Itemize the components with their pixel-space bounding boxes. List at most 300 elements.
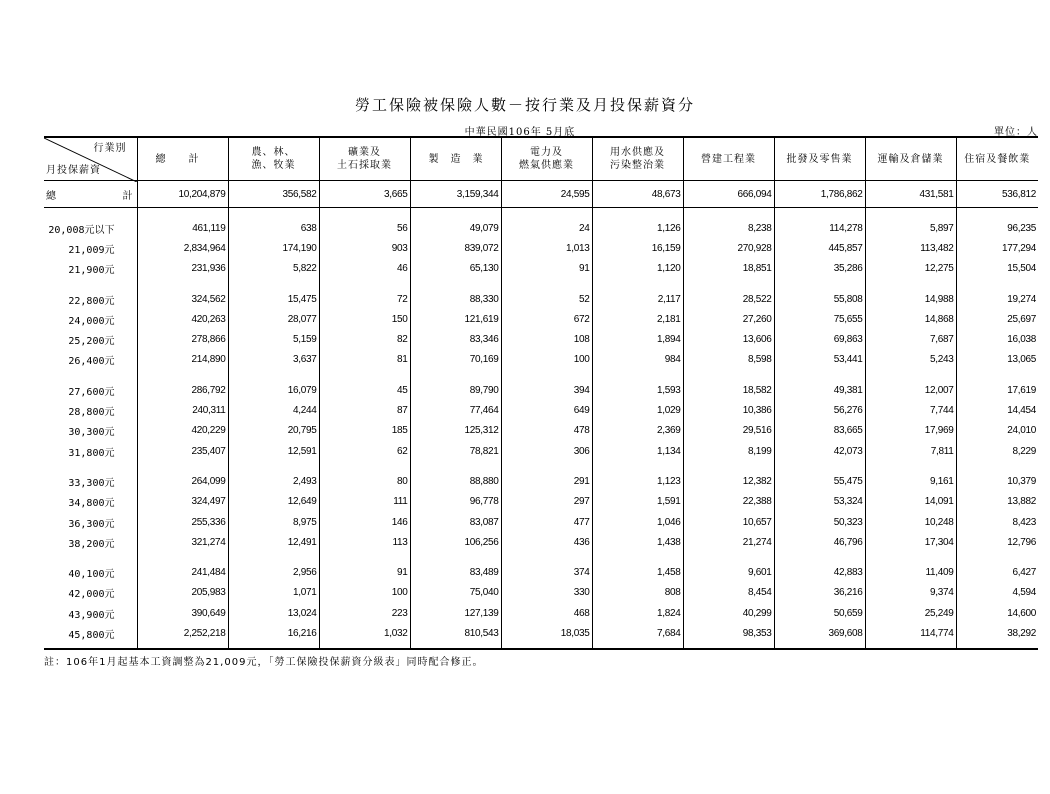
table-cell: 4,594 bbox=[956, 583, 1038, 603]
total-cell: 1,786,862 bbox=[774, 181, 865, 208]
table-cell: 106,256 bbox=[410, 532, 501, 552]
total-cell: 10,204,879 bbox=[137, 181, 228, 208]
spacer-cell bbox=[501, 461, 592, 471]
column-header-line: 用水供應及 bbox=[610, 147, 665, 158]
table-cell: 150 bbox=[319, 309, 410, 329]
table-cell: 18,035 bbox=[501, 623, 592, 643]
total-cell: 536,812 bbox=[956, 181, 1038, 208]
column-header-line: 營建工程業 bbox=[701, 153, 756, 165]
table-cell: 96,778 bbox=[410, 492, 501, 512]
table-cell: 75,655 bbox=[774, 309, 865, 329]
table-cell: 12,796 bbox=[956, 532, 1038, 552]
table-cell: 649 bbox=[501, 400, 592, 420]
header-row bbox=[44, 137, 1038, 181]
spacer-cell bbox=[865, 370, 956, 380]
table-cell: 5,159 bbox=[228, 329, 319, 349]
spacer-cell bbox=[865, 208, 956, 219]
table-cell: 324,497 bbox=[137, 492, 228, 512]
spacer-cell bbox=[44, 461, 137, 471]
wage-bracket-label: 20,008元以下 bbox=[48, 224, 115, 236]
column-header bbox=[774, 137, 865, 181]
spacer-cell bbox=[410, 461, 501, 471]
column-header bbox=[137, 137, 228, 181]
table-cell: 46 bbox=[319, 259, 410, 279]
table-cell: 27,260 bbox=[683, 309, 774, 329]
wage-axis-label: 月投保薪資 bbox=[46, 165, 101, 176]
wage-bracket-label: 40,100元 bbox=[68, 569, 115, 581]
table-cell: 2,181 bbox=[592, 309, 683, 329]
spacer-cell bbox=[137, 461, 228, 471]
table-row bbox=[44, 259, 1038, 279]
wage-bracket-label: 28,800元 bbox=[68, 407, 115, 419]
group-spacer bbox=[44, 461, 1038, 471]
table-cell: 52 bbox=[501, 289, 592, 309]
table-cell: 478 bbox=[501, 421, 592, 441]
table-cell: 374 bbox=[501, 562, 592, 582]
table-cell: 25,249 bbox=[865, 603, 956, 623]
table-cell: 21,274 bbox=[683, 532, 774, 552]
table-cell: 1,126 bbox=[592, 218, 683, 238]
table-cell: 12,491 bbox=[228, 532, 319, 552]
table-cell: 82 bbox=[319, 329, 410, 349]
table-cell: 81 bbox=[319, 350, 410, 370]
column-header-line: 漁、牧業 bbox=[251, 160, 296, 171]
table-cell: 10,379 bbox=[956, 471, 1038, 491]
column-header bbox=[592, 137, 683, 181]
table-cell: 1,134 bbox=[592, 441, 683, 461]
column-header bbox=[865, 137, 956, 181]
table-cell: 111 bbox=[319, 492, 410, 512]
table-cell: 306 bbox=[501, 441, 592, 461]
spacer-cell bbox=[44, 644, 137, 649]
table-cell: 24,010 bbox=[956, 421, 1038, 441]
table-cell: 420,263 bbox=[137, 309, 228, 329]
table-cell: 14,600 bbox=[956, 603, 1038, 623]
column-header bbox=[410, 137, 501, 181]
table-cell: 53,324 bbox=[774, 492, 865, 512]
spacer-cell bbox=[956, 461, 1038, 471]
table-cell: 16,038 bbox=[956, 329, 1038, 349]
table-cell: 46,796 bbox=[774, 532, 865, 552]
table-cell: 25,697 bbox=[956, 309, 1038, 329]
spacer-cell bbox=[228, 552, 319, 562]
spacer-cell bbox=[319, 370, 410, 380]
table-cell: 16,079 bbox=[228, 380, 319, 400]
table-cell: 1,013 bbox=[501, 238, 592, 258]
table-cell: 264,099 bbox=[137, 471, 228, 491]
spacer-cell bbox=[592, 461, 683, 471]
spacer-cell bbox=[319, 461, 410, 471]
total-cell: 666,094 bbox=[683, 181, 774, 208]
table-cell: 8,598 bbox=[683, 350, 774, 370]
table-cell: 1,824 bbox=[592, 603, 683, 623]
table-cell: 177,294 bbox=[956, 238, 1038, 258]
table-cell: 45 bbox=[319, 380, 410, 400]
spacer-cell bbox=[319, 644, 410, 649]
table-cell: 12,007 bbox=[865, 380, 956, 400]
spacer-cell bbox=[865, 644, 956, 649]
column-header-line: 污染整治業 bbox=[610, 160, 665, 171]
spacer-cell bbox=[592, 552, 683, 562]
column-header bbox=[319, 137, 410, 181]
wage-bracket-label: 26,400元 bbox=[68, 356, 115, 368]
table-cell: 3,637 bbox=[228, 350, 319, 370]
table-cell: 2,117 bbox=[592, 289, 683, 309]
wage-bracket-label: 22,800元 bbox=[68, 295, 115, 307]
spacer-cell bbox=[137, 279, 228, 289]
spacer-cell bbox=[501, 208, 592, 219]
group-spacer bbox=[44, 644, 1038, 649]
group-spacer bbox=[44, 279, 1038, 289]
unit-label: 單位：人 bbox=[994, 127, 1038, 138]
table-cell: 24 bbox=[501, 218, 592, 238]
spacer-cell bbox=[592, 370, 683, 380]
table-cell: 808 bbox=[592, 583, 683, 603]
table-cell: 80 bbox=[319, 471, 410, 491]
total-cell: 431,581 bbox=[865, 181, 956, 208]
wage-bracket-label: 27,600元 bbox=[68, 386, 115, 398]
table-row bbox=[44, 380, 1038, 400]
spacer-cell bbox=[319, 279, 410, 289]
table-cell: 5,822 bbox=[228, 259, 319, 279]
table-cell: 14,988 bbox=[865, 289, 956, 309]
table-cell: 214,890 bbox=[137, 350, 228, 370]
table-cell: 17,619 bbox=[956, 380, 1038, 400]
spacer-cell bbox=[228, 279, 319, 289]
table-cell: 127,139 bbox=[410, 603, 501, 623]
table-cell: 87 bbox=[319, 400, 410, 420]
total-label-right: 計 bbox=[122, 190, 133, 202]
table-cell: 125,312 bbox=[410, 421, 501, 441]
table-row bbox=[44, 441, 1038, 461]
table-cell: 56,276 bbox=[774, 400, 865, 420]
table-cell: 12,649 bbox=[228, 492, 319, 512]
table-cell: 15,475 bbox=[228, 289, 319, 309]
table-cell: 22,388 bbox=[683, 492, 774, 512]
table-cell: 11,409 bbox=[865, 562, 956, 582]
spacer-cell bbox=[683, 644, 774, 649]
table-cell: 65,130 bbox=[410, 259, 501, 279]
table-cell: 1,894 bbox=[592, 329, 683, 349]
spacer-cell bbox=[592, 279, 683, 289]
wage-bracket-label: 31,800元 bbox=[68, 447, 115, 459]
table-row bbox=[44, 289, 1038, 309]
table-cell: 114,278 bbox=[774, 218, 865, 238]
industry-axis-label: 行業別 bbox=[93, 143, 127, 154]
spacer-cell bbox=[410, 552, 501, 562]
column-header-line: 農、林、 bbox=[251, 147, 296, 158]
total-row bbox=[44, 181, 1038, 208]
table-cell: 7,684 bbox=[592, 623, 683, 643]
wage-bracket-label: 36,300元 bbox=[68, 518, 115, 530]
table-row bbox=[44, 512, 1038, 532]
spacer-cell bbox=[865, 552, 956, 562]
table-cell: 50,659 bbox=[774, 603, 865, 623]
group-spacer bbox=[44, 370, 1038, 380]
spacer-cell bbox=[956, 552, 1038, 562]
wage-bracket-label: 21,009元 bbox=[68, 244, 115, 256]
table-cell: 13,882 bbox=[956, 492, 1038, 512]
spacer-cell bbox=[774, 552, 865, 562]
report-date: 中華民國106年 5月底 bbox=[464, 127, 576, 138]
table-cell: 78,821 bbox=[410, 441, 501, 461]
table-cell: 17,969 bbox=[865, 421, 956, 441]
spacer-cell bbox=[683, 461, 774, 471]
table-cell: 390,649 bbox=[137, 603, 228, 623]
spacer-cell bbox=[137, 552, 228, 562]
table-cell: 321,274 bbox=[137, 532, 228, 552]
total-cell: 3,159,344 bbox=[410, 181, 501, 208]
total-cell: 24,595 bbox=[501, 181, 592, 208]
table-cell: 96,235 bbox=[956, 218, 1038, 238]
table-row bbox=[44, 400, 1038, 420]
spacer-cell bbox=[774, 279, 865, 289]
table-cell: 12,382 bbox=[683, 471, 774, 491]
table-cell: 205,983 bbox=[137, 583, 228, 603]
group-spacer bbox=[44, 552, 1038, 562]
table-cell: 394 bbox=[501, 380, 592, 400]
table-row bbox=[44, 623, 1038, 643]
table-cell: 1,032 bbox=[319, 623, 410, 643]
table-cell: 20,795 bbox=[228, 421, 319, 441]
table-cell: 83,489 bbox=[410, 562, 501, 582]
table-cell: 36,216 bbox=[774, 583, 865, 603]
table-row bbox=[44, 218, 1038, 238]
table-cell: 5,897 bbox=[865, 218, 956, 238]
table-cell: 13,606 bbox=[683, 329, 774, 349]
table-cell: 19,274 bbox=[956, 289, 1038, 309]
table-cell: 75,040 bbox=[410, 583, 501, 603]
spacer-cell bbox=[228, 208, 319, 219]
total-label-left: 總 bbox=[46, 190, 56, 202]
table-cell: 12,275 bbox=[865, 259, 956, 279]
table-cell: 468 bbox=[501, 603, 592, 623]
corner-header bbox=[44, 137, 137, 181]
spacer-cell bbox=[592, 644, 683, 649]
column-header-line: 運輸及倉儲業 bbox=[877, 153, 944, 165]
table-cell: 5,243 bbox=[865, 350, 956, 370]
total-cell: 356,582 bbox=[228, 181, 319, 208]
table-cell: 1,120 bbox=[592, 259, 683, 279]
table-cell: 9,374 bbox=[865, 583, 956, 603]
table-row bbox=[44, 350, 1038, 370]
wage-bracket-label: 43,900元 bbox=[68, 609, 115, 621]
table-cell: 100 bbox=[501, 350, 592, 370]
table-cell: 14,091 bbox=[865, 492, 956, 512]
table-cell: 40,299 bbox=[683, 603, 774, 623]
table-cell: 121,619 bbox=[410, 309, 501, 329]
spacer-cell bbox=[501, 370, 592, 380]
spacer-cell bbox=[501, 552, 592, 562]
table-row bbox=[44, 471, 1038, 491]
group-spacer bbox=[44, 208, 1038, 219]
table-cell: 330 bbox=[501, 583, 592, 603]
table-cell: 69,863 bbox=[774, 329, 865, 349]
table-cell: 445,857 bbox=[774, 238, 865, 258]
spacer-cell bbox=[592, 208, 683, 219]
table-cell: 42,883 bbox=[774, 562, 865, 582]
table-cell: 9,601 bbox=[683, 562, 774, 582]
table-cell: 270,928 bbox=[683, 238, 774, 258]
table-cell: 6,427 bbox=[956, 562, 1038, 582]
spacer-cell bbox=[410, 644, 501, 649]
table-cell: 10,248 bbox=[865, 512, 956, 532]
spacer-cell bbox=[319, 208, 410, 219]
table-cell: 16,159 bbox=[592, 238, 683, 258]
table-cell: 291 bbox=[501, 471, 592, 491]
table-body bbox=[44, 181, 1038, 649]
table-cell: 1,591 bbox=[592, 492, 683, 512]
table-cell: 53,441 bbox=[774, 350, 865, 370]
table-cell: 278,866 bbox=[137, 329, 228, 349]
table-cell: 83,346 bbox=[410, 329, 501, 349]
table-cell: 297 bbox=[501, 492, 592, 512]
table-cell: 324,562 bbox=[137, 289, 228, 309]
spacer-cell bbox=[956, 644, 1038, 649]
table-cell: 255,336 bbox=[137, 512, 228, 532]
column-header-line: 土石採取業 bbox=[337, 160, 392, 171]
table-cell: 672 bbox=[501, 309, 592, 329]
table-cell: 8,199 bbox=[683, 441, 774, 461]
table-cell: 18,851 bbox=[683, 259, 774, 279]
table-cell: 89,790 bbox=[410, 380, 501, 400]
table-cell: 1,438 bbox=[592, 532, 683, 552]
table-cell: 420,229 bbox=[137, 421, 228, 441]
table-cell: 113,482 bbox=[865, 238, 956, 258]
column-header bbox=[228, 137, 319, 181]
column-header bbox=[683, 137, 774, 181]
table-cell: 55,475 bbox=[774, 471, 865, 491]
table-cell: 8,423 bbox=[956, 512, 1038, 532]
column-header-line: 總 計 bbox=[155, 153, 200, 165]
table-cell: 223 bbox=[319, 603, 410, 623]
column-header bbox=[501, 137, 592, 181]
table-cell: 50,323 bbox=[774, 512, 865, 532]
table-cell: 477 bbox=[501, 512, 592, 532]
table-cell: 35,286 bbox=[774, 259, 865, 279]
table-cell: 7,744 bbox=[865, 400, 956, 420]
table-cell: 55,808 bbox=[774, 289, 865, 309]
spacer-cell bbox=[865, 279, 956, 289]
table-cell: 91 bbox=[501, 259, 592, 279]
spacer-cell bbox=[228, 370, 319, 380]
wage-bracket-label: 38,200元 bbox=[68, 538, 115, 550]
table-row bbox=[44, 309, 1038, 329]
table-cell: 369,608 bbox=[774, 623, 865, 643]
spacer-cell bbox=[956, 208, 1038, 219]
column-header-line: 燃氣供應業 bbox=[519, 160, 574, 171]
spacer-cell bbox=[501, 644, 592, 649]
total-cell: 3,665 bbox=[319, 181, 410, 208]
table-cell: 49,381 bbox=[774, 380, 865, 400]
table-row bbox=[44, 238, 1038, 258]
spacer-cell bbox=[44, 279, 137, 289]
spacer-cell bbox=[44, 370, 137, 380]
table-cell: 62 bbox=[319, 441, 410, 461]
table-cell: 1,046 bbox=[592, 512, 683, 532]
table-cell: 14,868 bbox=[865, 309, 956, 329]
spacer-cell bbox=[774, 461, 865, 471]
table-cell: 15,504 bbox=[956, 259, 1038, 279]
table-cell: 13,024 bbox=[228, 603, 319, 623]
table-cell: 38,292 bbox=[956, 623, 1038, 643]
spacer-cell bbox=[228, 644, 319, 649]
table-cell: 638 bbox=[228, 218, 319, 238]
table-cell: 235,407 bbox=[137, 441, 228, 461]
column-header-line: 製 造 業 bbox=[428, 153, 484, 165]
spacer-cell bbox=[410, 370, 501, 380]
table-cell: 114,774 bbox=[865, 623, 956, 643]
spacer-cell bbox=[865, 461, 956, 471]
wage-bracket-label: 33,300元 bbox=[68, 477, 115, 489]
spacer-cell bbox=[137, 370, 228, 380]
spacer-cell bbox=[774, 370, 865, 380]
table-cell: 42,073 bbox=[774, 441, 865, 461]
table-cell: 1,123 bbox=[592, 471, 683, 491]
table-cell: 185 bbox=[319, 421, 410, 441]
table-cell: 231,936 bbox=[137, 259, 228, 279]
table-cell: 83,665 bbox=[774, 421, 865, 441]
table-cell: 70,169 bbox=[410, 350, 501, 370]
spacer-cell bbox=[683, 370, 774, 380]
table-cell: 461,119 bbox=[137, 218, 228, 238]
table-cell: 56 bbox=[319, 218, 410, 238]
wage-bracket-label: 34,800元 bbox=[68, 498, 115, 510]
spacer-cell bbox=[44, 552, 137, 562]
table-row bbox=[44, 421, 1038, 441]
table-cell: 18,582 bbox=[683, 380, 774, 400]
spacer-cell bbox=[319, 552, 410, 562]
table-cell: 1,029 bbox=[592, 400, 683, 420]
table-cell: 8,454 bbox=[683, 583, 774, 603]
wage-bracket-label: 25,200元 bbox=[68, 336, 115, 348]
wage-bracket-label: 24,000元 bbox=[68, 315, 115, 327]
spacer-cell bbox=[774, 644, 865, 649]
wage-bracket-label: 45,800元 bbox=[68, 629, 115, 641]
insured-persons-table bbox=[44, 136, 1038, 650]
spacer-cell bbox=[683, 552, 774, 562]
table-cell: 29,516 bbox=[683, 421, 774, 441]
table-cell: 14,454 bbox=[956, 400, 1038, 420]
spacer-cell bbox=[137, 208, 228, 219]
table-cell: 1,593 bbox=[592, 380, 683, 400]
table-cell: 286,792 bbox=[137, 380, 228, 400]
table-cell: 8,229 bbox=[956, 441, 1038, 461]
table-cell: 72 bbox=[319, 289, 410, 309]
table-row bbox=[44, 562, 1038, 582]
total-label bbox=[44, 181, 137, 208]
table-cell: 174,190 bbox=[228, 238, 319, 258]
column-header bbox=[956, 137, 1038, 181]
spacer-cell bbox=[44, 208, 137, 219]
table-cell: 241,484 bbox=[137, 562, 228, 582]
table-row bbox=[44, 532, 1038, 552]
table-cell: 28,522 bbox=[683, 289, 774, 309]
table-cell: 7,811 bbox=[865, 441, 956, 461]
table-cell: 100 bbox=[319, 583, 410, 603]
column-header-line: 住宿及餐飲業 bbox=[964, 153, 1031, 165]
spacer-cell bbox=[228, 461, 319, 471]
table-cell: 13,065 bbox=[956, 350, 1038, 370]
table-cell: 17,304 bbox=[865, 532, 956, 552]
wage-bracket-label: 30,300元 bbox=[68, 427, 115, 439]
table-cell: 146 bbox=[319, 512, 410, 532]
spacer-cell bbox=[137, 644, 228, 649]
spacer-cell bbox=[683, 208, 774, 219]
page-title: 勞工保險被保險人數－按行業及月投保薪資分 bbox=[354, 96, 695, 114]
table-cell: 49,079 bbox=[410, 218, 501, 238]
table-cell: 903 bbox=[319, 238, 410, 258]
